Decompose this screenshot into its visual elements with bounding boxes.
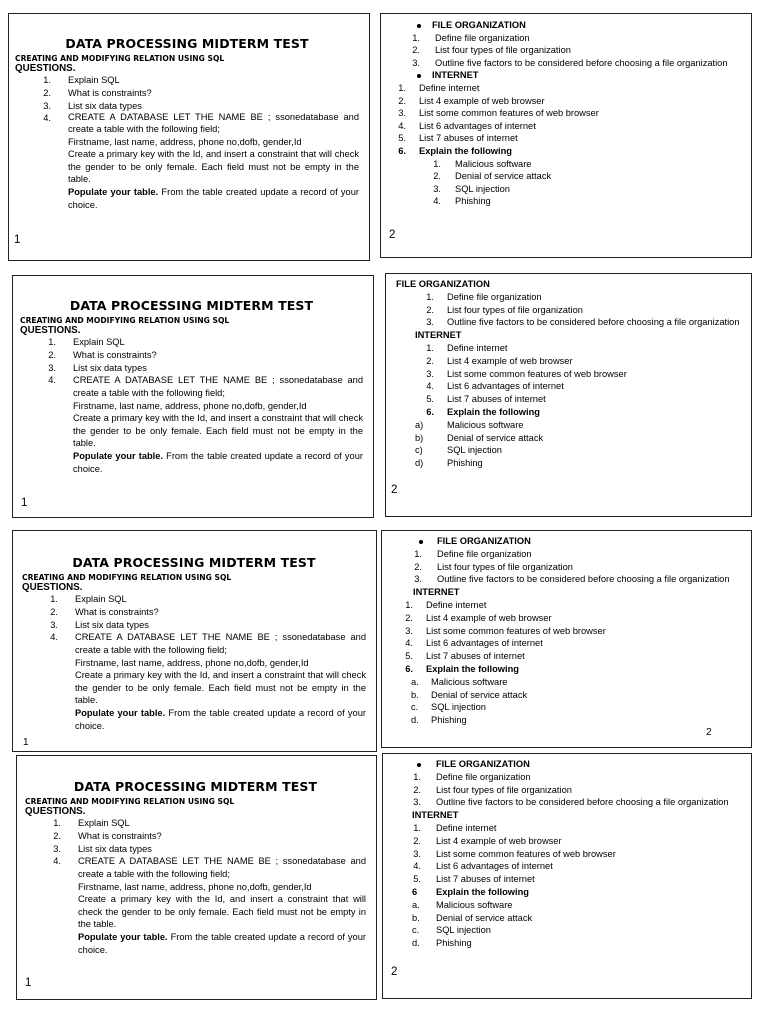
internet-item: 6. Explain the following <box>398 145 512 156</box>
file-org-heading: FILE ORGANIZATION <box>391 758 741 771</box>
questions-label: QUESTIONS. <box>15 63 76 74</box>
subtitle: CREATING AND MODIFYING RELATION USING SQL <box>22 573 232 582</box>
file-org-item: 2. List four types of file organization <box>414 561 573 572</box>
explain-item: 3. SQL injection <box>433 183 510 194</box>
internet-item: 2. List 4 example of web browser <box>426 355 573 366</box>
page-title: DATA PROCESSING MIDTERM TEST <box>69 298 314 313</box>
question-2: 2. What is constraints? <box>48 349 157 360</box>
populate-text: Populate your table. From the table created update a record of your choice. <box>78 931 366 955</box>
file-org-item: 2. List four types of file organization <box>413 784 572 795</box>
file-org-item: 1. Define file organization <box>413 771 531 782</box>
explain-item: a. Malicious software <box>411 676 508 687</box>
internet-item: 5. List 7 abuses of internet <box>398 133 518 144</box>
internet-item: 5. List 7 abuses of internet <box>405 651 525 662</box>
question-4: 4. CREATE A DATABASE LET THE NAME BE ; ssonedatabase and create a table with the following field; <box>53 856 366 879</box>
file-org-item: 2. List four types of file organization <box>426 304 583 315</box>
bullet-icon <box>417 763 421 767</box>
page-number: 1 <box>25 977 32 989</box>
file-org-item: 3. Outline five factors to be considered before choosing a file organization <box>414 574 730 585</box>
question-1: 1. Explain SQL <box>50 594 127 604</box>
right-card-2 <box>385 273 752 517</box>
populate-text: Populate your table. From the table created update a record of your choice. <box>68 186 359 210</box>
internet-item: 5. List 7 abuses of internet <box>426 394 546 405</box>
internet-item: 4. List 6 advantages of internet <box>413 861 553 872</box>
file-org-heading: FILE ORGANIZATION <box>396 279 490 289</box>
questions-label: QUESTIONS. <box>25 806 86 817</box>
internet-heading: INTERNET <box>415 330 462 341</box>
internet-item: 4. List 6 advantages of internet <box>398 120 536 131</box>
constraint-text: Create a primary key with the Id, and insert a constraint that will check the gender to be only female. Each field must not be empty in the table. <box>78 894 366 930</box>
internet-heading: INTERNET <box>412 810 459 821</box>
internet-item: 6 Explain the following <box>412 886 529 897</box>
internet-item: 5. List 7 abuses of internet <box>413 874 535 885</box>
question-2: 2. What is constraints? <box>53 830 162 841</box>
page-number: 2 <box>391 484 398 496</box>
internet-item: 1. Define internet <box>426 342 508 353</box>
bullet-icon <box>417 24 421 28</box>
internet-item: 3. List some common features of web browser <box>426 368 627 379</box>
bullet-icon <box>417 74 421 78</box>
page-number: 2 <box>391 966 398 978</box>
internet-item: 1. Define internet <box>413 822 497 833</box>
explain-item: b) Denial of service attack <box>415 432 544 443</box>
question-4: 4. CREATE A DATABASE LET THE NAME BE ; ssonedatabase and create a table with the following field; <box>43 112 359 134</box>
explain-item: d. Phishing <box>411 715 467 726</box>
explain-item: b. Denial of service attack <box>411 689 528 700</box>
explain-item: a) Malicious software <box>415 419 524 430</box>
file-org-heading: FILE ORGANIZATION <box>392 535 741 548</box>
fields-text: Firstname, last name, address, phone no,dofb, gender,Id <box>73 400 307 411</box>
fields-text: Firstname, last name, address, phone no,dofb, gender,Id <box>75 657 309 668</box>
internet-item: 4. List 6 advantages of internet <box>426 381 564 392</box>
page-number: 2 <box>389 229 396 241</box>
page-number: 1 <box>14 234 21 246</box>
internet-item: 1. Define internet <box>405 599 487 610</box>
question-1: 1. Explain SQL <box>53 818 130 828</box>
file-org-item: 3. Outline five factors to be considered before choosing a file organization <box>426 317 740 328</box>
page-title: DATA PROCESSING MIDTERM TEST <box>73 779 318 794</box>
explain-item: a. Malicious software <box>412 899 513 910</box>
left-card-2 <box>12 275 374 518</box>
explain-item: 1. Malicious software <box>433 158 532 169</box>
right-card-1 <box>380 13 752 258</box>
question-3: 3. List six data types <box>43 100 142 111</box>
file-org-item: 3. Outline five factors to be considered before choosing a file organization <box>412 57 728 68</box>
explain-item: 4. Phishing <box>433 196 491 207</box>
page-title: DATA PROCESSING MIDTERM TEST <box>65 36 309 51</box>
constraint-text: Create a primary key with the Id, and insert a constraint that will check the gender to be only female. Each field must not be empty in the table. <box>68 149 359 185</box>
explain-item: 2. Denial of service attack <box>433 171 552 182</box>
internet-item: 2. List 4 example of web browser <box>398 95 545 106</box>
explain-item: c) SQL injection <box>415 445 502 456</box>
page-number: 1 <box>21 497 28 509</box>
bullet-icon <box>419 540 423 544</box>
right-card-4 <box>382 753 752 999</box>
question-1: 1. Explain SQL <box>48 337 125 347</box>
internet-item: 3. List some common features of web browser <box>405 625 606 636</box>
question-2: 2. What is constraints? <box>50 606 159 617</box>
subtitle: CREATING AND MODIFYING RELATION USING SQL <box>20 316 230 325</box>
left-card-3 <box>12 530 377 752</box>
question-4: 4. CREATE A DATABASE LET THE NAME BE ; ssonedatabase and create a table with the following field; <box>48 375 363 398</box>
constraint-text: Create a primary key with the Id, and insert a constraint that will check the gender to be only female. Each field must not be empty in the table. <box>75 670 366 706</box>
question-3: 3. List six data types <box>50 619 149 630</box>
left-card-1 <box>8 13 370 261</box>
populate-text: Populate your table. From the table created update a record of your choice. <box>75 707 366 731</box>
file-org-item: 2. List four types of file organization <box>412 45 571 56</box>
question-1: 1. Explain SQL <box>43 75 120 85</box>
subtitle: CREATING AND MODIFYING RELATION USING SQL <box>15 54 225 63</box>
file-org-heading: FILE ORGANIZATION <box>389 19 741 32</box>
question-4: 4. CREATE A DATABASE LET THE NAME BE ; ssonedatabase and create a table with the following field; <box>50 632 366 655</box>
internet-item: 4. List 6 advantages of internet <box>405 638 543 649</box>
explain-item: d. Phishing <box>412 938 472 949</box>
fields-text: Firstname, last name, address, phone no,dofb, gender,Id <box>68 136 302 147</box>
internet-item: 6. Explain the following <box>426 406 540 417</box>
questions-label: QUESTIONS. <box>22 582 83 593</box>
internet-item: 3. List some common features of web browser <box>398 108 599 119</box>
internet-item: 1. Define internet <box>398 82 480 93</box>
fields-text: Firstname, last name, address, phone no,dofb, gender,Id <box>78 881 312 892</box>
question-3: 3. List six data types <box>53 843 152 854</box>
file-org-item: 1. Define file organization <box>412 32 530 43</box>
internet-item: 2. List 4 example of web browser <box>413 835 562 846</box>
right-card-3 <box>381 530 752 748</box>
page-number: 2 <box>706 727 712 738</box>
explain-item: c. SQL injection <box>412 925 491 936</box>
subtitle: CREATING AND MODIFYING RELATION USING SQL <box>25 797 235 806</box>
internet-item: 2. List 4 example of web browser <box>405 612 552 623</box>
file-org-item: 3. Outline five factors to be considered before choosing a file organization <box>413 797 729 808</box>
explain-item: b. Denial of service attack <box>412 912 533 923</box>
question-2: 2. What is constraints? <box>43 87 152 98</box>
internet-item: 3. List some common features of web browser <box>413 848 616 859</box>
file-org-item: 1. Define file organization <box>414 548 532 559</box>
explain-item: c. SQL injection <box>411 702 486 713</box>
constraint-text: Create a primary key with the Id, and insert a constraint that will check the gender to be only female. Each field must not be empty in the table. <box>73 413 363 449</box>
populate-text: Populate your table. From the table created update a record of your choice. <box>73 450 363 474</box>
explain-item: d) Phishing <box>415 458 483 469</box>
file-org-item: 1. Define file organization <box>426 291 542 302</box>
page-title: DATA PROCESSING MIDTERM TEST <box>72 555 316 570</box>
left-card-4 <box>16 755 377 1000</box>
questions-label: QUESTIONS. <box>20 325 81 336</box>
internet-item: 6. Explain the following <box>405 663 519 674</box>
question-3: 3. List six data types <box>48 362 147 373</box>
internet-heading: INTERNET <box>413 587 460 598</box>
internet-heading: INTERNET <box>389 69 741 82</box>
page-number: 1 <box>23 737 29 748</box>
